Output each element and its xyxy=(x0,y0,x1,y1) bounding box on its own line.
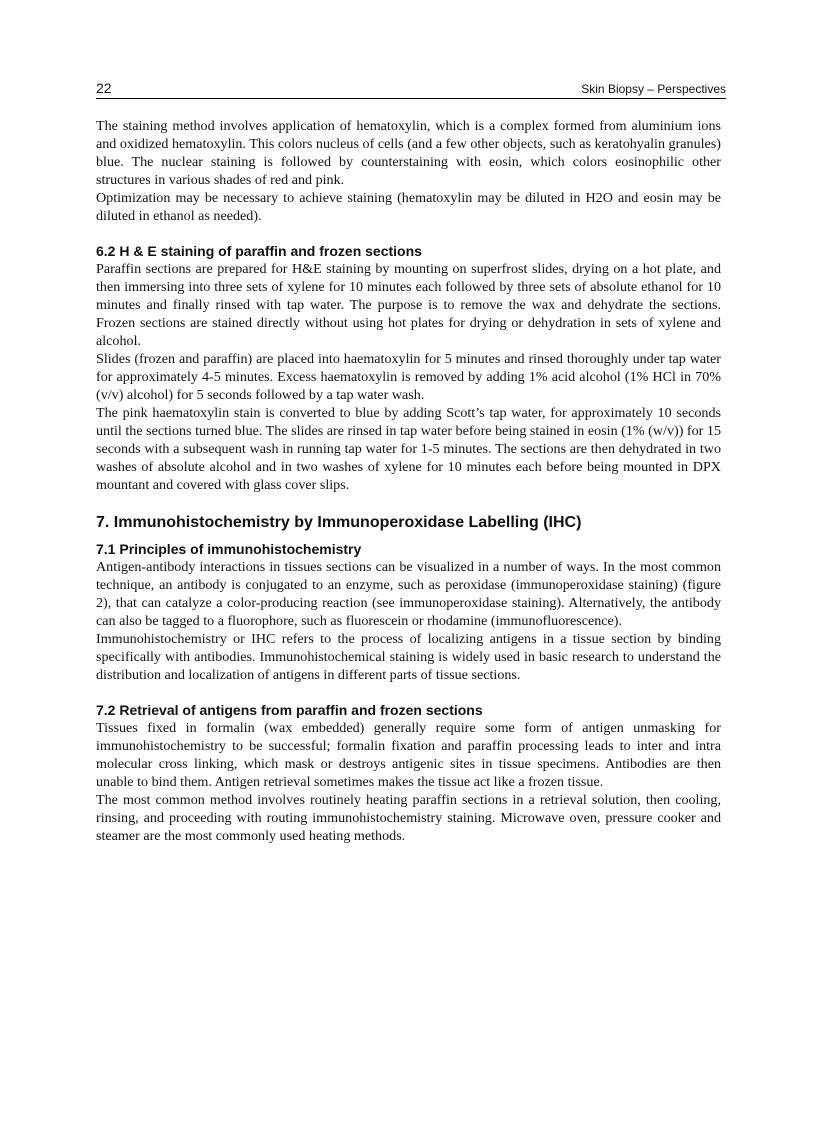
page-header xyxy=(96,80,726,99)
body-paragraph: Paraffin sections are prepared for H&E staining by mounting on superfrost slides, drying on a hot plate, and then immersing into three sets of xylene for 10 minutes each followed by three sets of absolute ethanol for 10 minutes and finally rinsed with tap water. The purpose is to remove the wax and dehydrate the sections. Frozen sections are stained directly without using hot plates for drying or dehydration in sets of xylene and alcohol. xyxy=(96,261,721,349)
page-number: 22 xyxy=(96,80,112,96)
page-body xyxy=(96,117,721,845)
body-paragraph: The most common method involves routinely heating paraffin sections in a retrieval solution, then cooling, rinsing, and proceeding with routing immunohistochemistry staining. Microwave oven, pressure cooker and steamer are the most commonly used heating methods. xyxy=(96,792,721,844)
body-paragraph: Slides (frozen and paraffin) are placed into haematoxylin for 5 minutes and rinsed thoroughly under tap water for approximately 4-5 minutes. Excess haematoxylin is removed by adding 1% acid alcohol (1% HCl in 70% (v/v) alcohol) for 5 seconds followed by a tap water wash. xyxy=(96,351,721,403)
body-paragraph: The pink haematoxylin stain is converted to blue by adding Scott’s tap water, for approximately 10 seconds until the sections turned blue. The slides are rinsed in tap water before being stained in eosin (1% (w/v)) for 15 seconds with a subsequent wash in running tap water for 1-5 minutes. The sections are then dehydrated in two washes of absolute alcohol and in two washes of xylene for 10 minutes each before being mounted in DPX mountant and covered with glass cover slips. xyxy=(96,405,721,493)
section-heading-7-1: 7.1 Principles of immunohistochemistry xyxy=(96,541,362,557)
intro-paragraph: The staining method involves application of hematoxylin, which is a complex formed from aluminium ions and oxidized hematoxylin. This colors nucleus of cells (and a few other objects, such as keratohyalin granules) blue. The nuclear staining is followed by counterstaining with eosin, which colors eosinophilic other structures in various shades of red and pink. xyxy=(96,118,721,188)
intro-paragraph: Optimization may be necessary to achieve staining (hematoxylin may be diluted in H2O and eosin may be diluted in ethanol as needed). xyxy=(96,190,721,224)
section-heading-6-2: 6.2 H & E staining of paraffin and frozen sections xyxy=(96,243,422,259)
section-heading-7-2: 7.2 Retrieval of antigens from paraffin and frozen sections xyxy=(96,702,483,718)
body-paragraph: Tissues fixed in formalin (wax embedded) generally require some form of antigen unmasking for immunohistochemistry to be successful; formalin fixation and paraffin processing leads to inter and intra molecular cross linking, which mask or destroys antigenic sites in tissue specimens. Antibodies are then unable to bind them. Antigen retrieval sometimes makes the tissue act like a frozen tissue. xyxy=(96,720,721,790)
section-heading-7: 7. Immunohistochemistry by Immunoperoxidase Labelling (IHC) xyxy=(96,514,582,531)
running-title: Skin Biopsy – Perspectives xyxy=(581,82,726,96)
body-paragraph: Antigen-antibody interactions in tissues sections can be visualized in a number of ways. In the most common technique, an antibody is conjugated to an enzyme, such as peroxidase (immunoperoxidase staining) (figure 2), that can catalyze a color-producing reaction (see immunoperoxidase staining). Alternatively, the antibody can also be tagged to a fluorophore, such as fluorescein or rhodamine (immunofluorescence). xyxy=(96,559,721,629)
body-paragraph: Immunohistochemistry or IHC refers to the process of localizing antigens in a tissue section by binding specifically with antibodies. Immunohistochemical staining is widely used in basic research to understand the distribution and localization of antigens in different parts of tissue sections. xyxy=(96,631,721,683)
